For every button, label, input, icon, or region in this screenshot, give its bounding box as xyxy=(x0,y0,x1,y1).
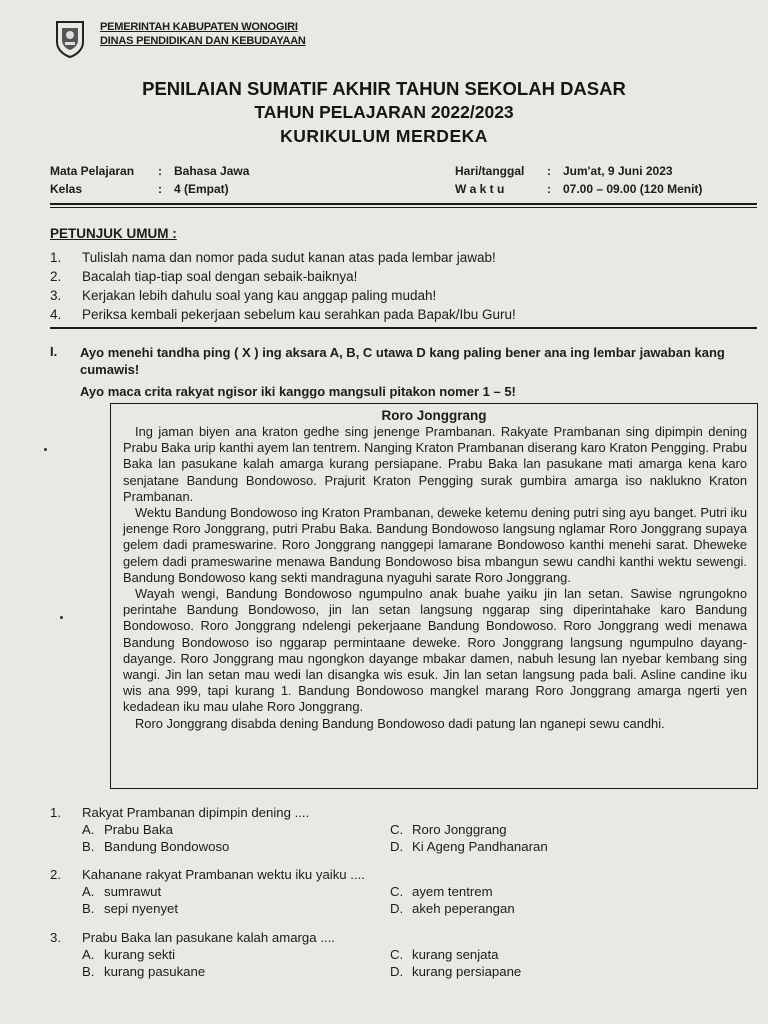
question-number: 2. xyxy=(50,867,61,882)
option-c[interactable]: C. ayem tentrem xyxy=(390,884,493,899)
paper-speck xyxy=(44,448,47,451)
story-paragraph: Wektu Bandung Bondowoso ing Kraton Prambanan, deweke ketemu dening putri sing ayu banget. Putri iku jenenge Roro Jonggrang, putri Prabu Baka. Bandung Bondowoso langsung nglamar Roro Jonggrang supaya gelem dadi prameswarine. Roro Jonggrang nanggepi lamarane Bondowoso kanthi menehi sarat. Dheweke gelem dadi prameswarine menawa Bandung Bondowoso bisa mbangun sewu candhi kanthi wektu sewengi. Bandung Bondowoso kang sekti mandraguna nyaguhi sarate Roro Jonggrang. xyxy=(123,505,747,585)
question-text: Kahanane rakyat Prambanan wektu iku yaiku .... xyxy=(82,867,365,882)
curriculum-title: KURIKULUM MERDEKA xyxy=(280,126,488,146)
day-label: Hari/tanggal xyxy=(455,164,525,178)
instruction-item: 2. Bacalah tiap-tiap soal dengan sebaik-baiknya! xyxy=(50,269,358,284)
option-c[interactable]: C. Roro Jonggrang xyxy=(390,822,507,837)
time-label: W a k t u xyxy=(455,182,505,196)
wonogiri-emblem-logo xyxy=(54,20,86,58)
question-text: Prabu Baka lan pasukane kalah amarga .... xyxy=(82,930,335,945)
class-label: Kelas xyxy=(50,182,83,196)
instruction-item: 1. Tulislah nama dan nomor pada sudut kanan atas pada lembar jawab! xyxy=(50,250,496,265)
option-d[interactable]: D. Ki Ageng Pandhanaran xyxy=(390,839,548,854)
government-header xyxy=(100,20,306,48)
option-a[interactable]: A. kurang sekti xyxy=(82,947,176,962)
gov-line-2: DINAS PENDIDIKAN DAN KEBUDAYAAN xyxy=(100,35,306,47)
option-a[interactable]: A. sumrawut xyxy=(82,884,162,899)
exam-title: PENILAIAN SUMATIF AKHIR TAHUN SEKOLAH DASAR xyxy=(142,78,626,99)
story-paragraph: Wayah wengi, Bandung Bondowoso ngumpulno anak buahe yaiku jin lan setan. Sawise ngrungokno perintahe Bandung Bondowoso, jin lan setan langsung nggarap sing diperintahake karo Bandung Bondowoso. Roro Jonggrang ndelengi pekerjaane Bandung Bondowoso. Roro Jonggrang wedi menawa Bandung Bondowoso iso nggarap permintaane deweke. Roro Jonggrang langsung ngumpulno dayang-dayange. Roro Jonggrang mau ngongkon dayange mbakar damen, nabuh lesung lan nyebar kembang sing wangi. Jin lan setan mau wedi lan disangka wis esuk. Jin lan setan langsung pada bali. Asline candine iku wis ana 999, tapi kurang 1. Bandung Bondowoso mangkel marang Roro Jonggrang amarga ngerti yen kedadean iku mau ulahe Roro Jonggrang. xyxy=(123,586,747,715)
section-instruction: Ayo menehi tandha ping ( X ) ing aksara A, B, C utawa D kang paling bener ana ing lembar jawaban kang cumawis! xyxy=(80,345,725,377)
option-b[interactable]: B. Bandung Bondowoso xyxy=(82,839,230,854)
instructions-list xyxy=(50,248,516,324)
reading-instruction: Ayo maca crita rakyat ngisor iki kanggo mangsuli pitakon nomer 1 – 5! xyxy=(80,384,516,399)
paper-speck xyxy=(60,616,63,619)
option-d[interactable]: D. kurang persiapane xyxy=(390,964,522,979)
story-paragraph: Roro Jonggrang disabda dening Bandung Bondowoso dadi patung lan nganepi sewu candhi. xyxy=(135,715,665,731)
option-b[interactable]: B. kurang pasukane xyxy=(82,964,206,979)
section-divider xyxy=(50,327,757,329)
day-value: Jum'at, 9 Juni 2023 xyxy=(563,164,673,178)
instruction-item: 4. Periksa kembali pekerjaan sebelum kau serahkan pada Bapak/Ibu Guru! xyxy=(50,307,516,322)
question-text: Rakyat Prambanan dipimpin dening .... xyxy=(82,805,310,820)
option-a[interactable]: A. Prabu Baka xyxy=(82,822,173,837)
story-title: Roro Jonggrang xyxy=(381,408,487,423)
gov-line-1: PEMERINTAH KABUPATEN WONOGIRI xyxy=(100,21,298,33)
story-paragraph: Ing jaman biyen ana kraton gedhe sing jenenge Prambanan. Rakyate Prambanan sing dipimpin dening Prabu Baka urip kanthi ayem lan tentrem. Nanging Kraton Prambanan diserang karo Kraton Pengging. Prabu Baka lan pasukane kalah amarga kurang persiapane. Prabu Baka lan pasukane mati amarga kena karo senjatane Bandung Bondowoso. Prajurit Kraton Pengging surak gumbira amarga iso naklukno Kraton Prambanan. xyxy=(123,424,747,504)
option-b[interactable]: B. sepi nyenyet xyxy=(82,901,179,916)
subject-label: Mata Pelajaran xyxy=(50,164,135,178)
story-box xyxy=(110,403,758,789)
section-number: I. xyxy=(50,344,58,359)
header-divider xyxy=(50,203,757,205)
subject-value: Bahasa Jawa xyxy=(174,164,250,178)
exam-meta-left: Mata Pelajaran : Bahasa Jawa Kelas : 4 (Empat) xyxy=(50,164,250,196)
option-d[interactable]: D. akeh peperangan xyxy=(390,901,515,916)
question-number: 3. xyxy=(50,930,61,945)
class-value: 4 (Empat) xyxy=(174,182,229,196)
option-c[interactable]: C. kurang senjata xyxy=(390,947,499,962)
instruction-item: 3. Kerjakan lebih dahulu soal yang kau anggap paling mudah! xyxy=(50,288,437,303)
exam-meta-right: Hari/tanggal : Jum'at, 9 Juni 2023 W a k t u : 07.00 – 09.00 (120 Menit) xyxy=(455,164,703,196)
school-year: TAHUN PELAJARAN 2022/2023 xyxy=(254,102,514,122)
question-number: 1. xyxy=(50,805,61,820)
header-divider-thin xyxy=(50,207,757,208)
time-value: 07.00 – 09.00 (120 Menit) xyxy=(563,182,703,196)
instructions-heading: PETUNJUK UMUM : xyxy=(50,226,177,241)
